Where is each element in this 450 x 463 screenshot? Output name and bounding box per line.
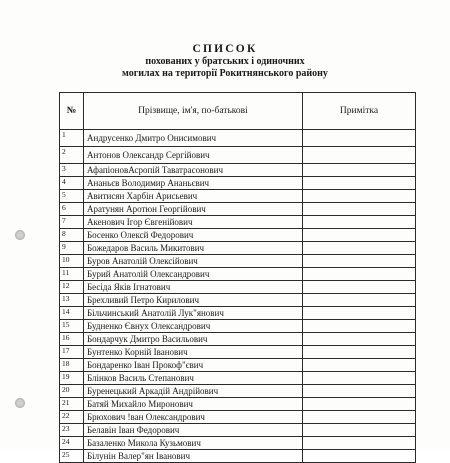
row-name: Буренецький Аркадій Андрійович xyxy=(84,385,303,398)
row-number: 11 xyxy=(60,268,84,281)
row-name: Ананьєв Володимир Ананьєвич xyxy=(84,177,303,190)
row-name: Акенович Ігор Євгенійович xyxy=(84,216,303,229)
header-number: № xyxy=(60,93,84,130)
table-row xyxy=(60,268,416,281)
table-row xyxy=(60,294,416,307)
burial-list-table xyxy=(59,92,416,463)
table-row xyxy=(60,307,416,320)
row-note xyxy=(303,333,416,346)
row-name: Бурий Анатолій Олександрович xyxy=(84,268,303,281)
row-note xyxy=(303,411,416,424)
row-number: 16 xyxy=(60,333,84,346)
table-row xyxy=(60,216,416,229)
row-number: 20 xyxy=(60,385,84,398)
table-row xyxy=(60,255,416,268)
table-row xyxy=(60,372,416,385)
table-row xyxy=(60,229,416,242)
table-row xyxy=(60,130,416,147)
row-number: 18 xyxy=(60,359,84,372)
row-number: 25 xyxy=(60,450,84,463)
header-name: Прізвище, ім'я, по-батькові xyxy=(84,93,303,130)
row-number: 4 xyxy=(60,177,84,190)
row-number: 12 xyxy=(60,281,84,294)
row-number: 10 xyxy=(60,255,84,268)
row-note xyxy=(303,216,416,229)
row-name: Аратунян Аротюн Георгійович xyxy=(84,203,303,216)
row-name: Брюхович !ван Олександрович xyxy=(84,411,303,424)
table-row xyxy=(60,385,416,398)
row-number: 19 xyxy=(60,372,84,385)
table-row xyxy=(60,424,416,437)
row-name: Блінков Василь Степанович xyxy=(84,372,303,385)
row-name: АфапіоновАсропій Таватрасонович xyxy=(84,164,303,177)
row-note xyxy=(303,450,416,463)
table-row xyxy=(60,281,416,294)
row-name: Білунін Валер"ян Іванович xyxy=(84,450,303,463)
row-number: 9 xyxy=(60,242,84,255)
row-note xyxy=(303,424,416,437)
row-note xyxy=(303,437,416,450)
row-note xyxy=(303,164,416,177)
row-number: 3 xyxy=(60,164,84,177)
table-row xyxy=(60,203,416,216)
row-name: Божедаров Василь Микитович xyxy=(84,242,303,255)
document-subtitle-line-1: похованих у братських і одиночних xyxy=(145,56,305,67)
row-note xyxy=(303,294,416,307)
table-row xyxy=(60,333,416,346)
document-subtitle-line-2: могилах на території Рокитнянського району xyxy=(122,68,328,79)
document-title: СПИСОК xyxy=(192,43,258,55)
table-row xyxy=(60,242,416,255)
row-name: Брехливий Петро Кирилович xyxy=(84,294,303,307)
row-note xyxy=(303,203,416,216)
table-row xyxy=(60,450,416,463)
row-number: 1 xyxy=(60,130,84,147)
row-name: Андрусенко Дмитро Онисимович xyxy=(84,130,303,147)
row-number: 14 xyxy=(60,307,84,320)
punch-hole xyxy=(15,398,25,408)
row-name: Більчинський Анатолій Лук"янович xyxy=(84,307,303,320)
row-number: 22 xyxy=(60,411,84,424)
row-note xyxy=(303,281,416,294)
row-number: 8 xyxy=(60,229,84,242)
row-number: 5 xyxy=(60,190,84,203)
row-name: Базаленко Микола Кузьмович xyxy=(84,437,303,450)
table-row xyxy=(60,437,416,450)
row-name: Бунтенко Корній Іванович xyxy=(84,346,303,359)
row-note xyxy=(303,229,416,242)
row-number: 2 xyxy=(60,147,84,164)
table-row xyxy=(60,359,416,372)
row-name: Батяй Михайло Миронович xyxy=(84,398,303,411)
row-number: 15 xyxy=(60,320,84,333)
table-row xyxy=(60,177,416,190)
row-name: Буров Анатолій Олексійович xyxy=(84,255,303,268)
row-note xyxy=(303,255,416,268)
row-note xyxy=(303,190,416,203)
row-note xyxy=(303,398,416,411)
row-name: Антонов Олександр Сергійович xyxy=(84,147,303,164)
row-number: 13 xyxy=(60,294,84,307)
table-row xyxy=(60,190,416,203)
table-row xyxy=(60,320,416,333)
row-note xyxy=(303,320,416,333)
row-note xyxy=(303,268,416,281)
row-note xyxy=(303,242,416,255)
row-number: 21 xyxy=(60,398,84,411)
row-note xyxy=(303,372,416,385)
row-note xyxy=(303,130,416,147)
row-note xyxy=(303,307,416,320)
row-number: 23 xyxy=(60,424,84,437)
table-row xyxy=(60,164,416,177)
row-note xyxy=(303,177,416,190)
table-row xyxy=(60,411,416,424)
row-number: 17 xyxy=(60,346,84,359)
row-note xyxy=(303,147,416,164)
header-note: Примітка xyxy=(303,93,416,130)
row-note xyxy=(303,385,416,398)
row-name: Будненко Євнух Олександрович xyxy=(84,320,303,333)
table-header-row xyxy=(60,93,416,130)
row-number: 7 xyxy=(60,216,84,229)
row-name: Босенко Олексй Федорович xyxy=(84,229,303,242)
table-row xyxy=(60,147,416,164)
table-row xyxy=(60,346,416,359)
row-name: Бесіда Яків Ігнатович xyxy=(84,281,303,294)
row-number: 24 xyxy=(60,437,84,450)
row-name: Бондарчук Дмитро Васильович xyxy=(84,333,303,346)
punch-hole xyxy=(15,230,25,240)
row-name: Бондаренко Іван Прокоф"євич xyxy=(84,359,303,372)
row-note xyxy=(303,359,416,372)
table-row xyxy=(60,398,416,411)
row-name: Белавін Іван Федорович xyxy=(84,424,303,437)
row-name: Авитисян Харбін Арисьевич xyxy=(84,190,303,203)
row-number: 6 xyxy=(60,203,84,216)
row-note xyxy=(303,346,416,359)
